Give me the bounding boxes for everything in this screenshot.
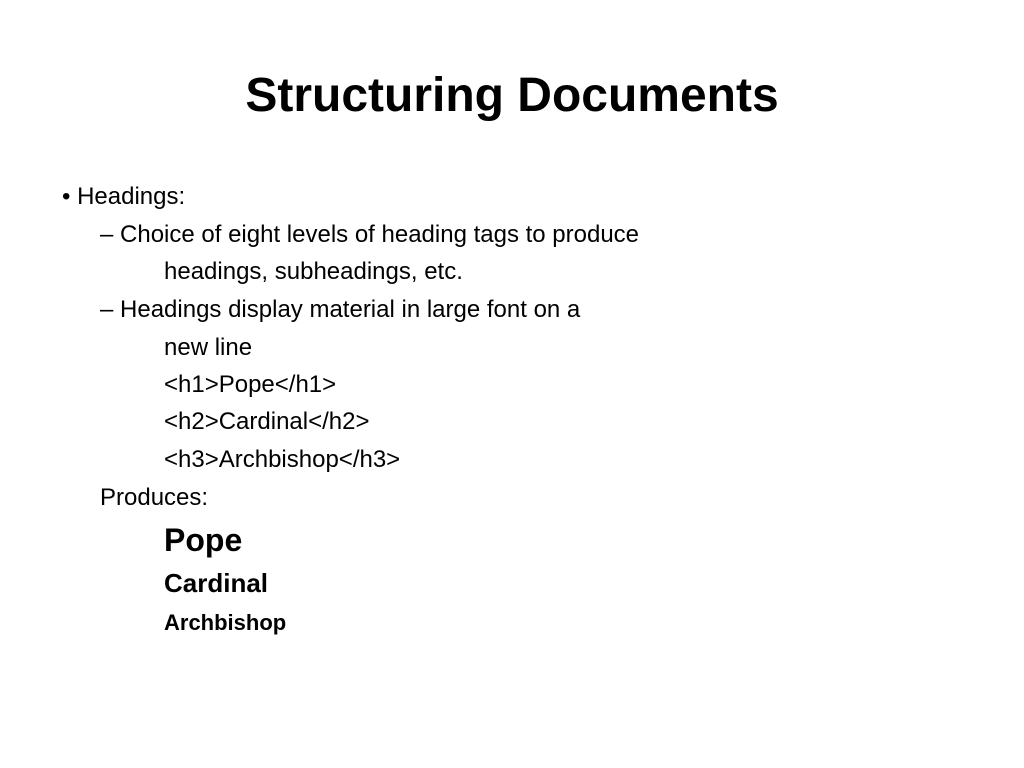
output-h2: Cardinal [164,568,269,598]
sub-bullet-choice-continuation: headings, subheadings, etc. [164,258,463,285]
output-h3: Archbishop [164,610,287,635]
produces-label: Produces: [100,484,209,511]
output-h1: Pope [164,522,243,558]
code-h1: <h1>Pope</h1> [164,371,337,398]
code-h2: <h2>Cardinal</h2> [164,408,370,435]
sub-bullet-choice: – Choice of eight levels of heading tags to produce [100,221,640,248]
sub-bullet-display: – Headings display material in large font on a [100,296,581,323]
slide-title: Structuring Documents [245,69,779,122]
bullet-headings: • Headings: [62,183,186,210]
sub-bullet-display-continuation: new line [164,334,253,361]
code-h3: <h3>Archbishop</h3> [164,446,401,473]
